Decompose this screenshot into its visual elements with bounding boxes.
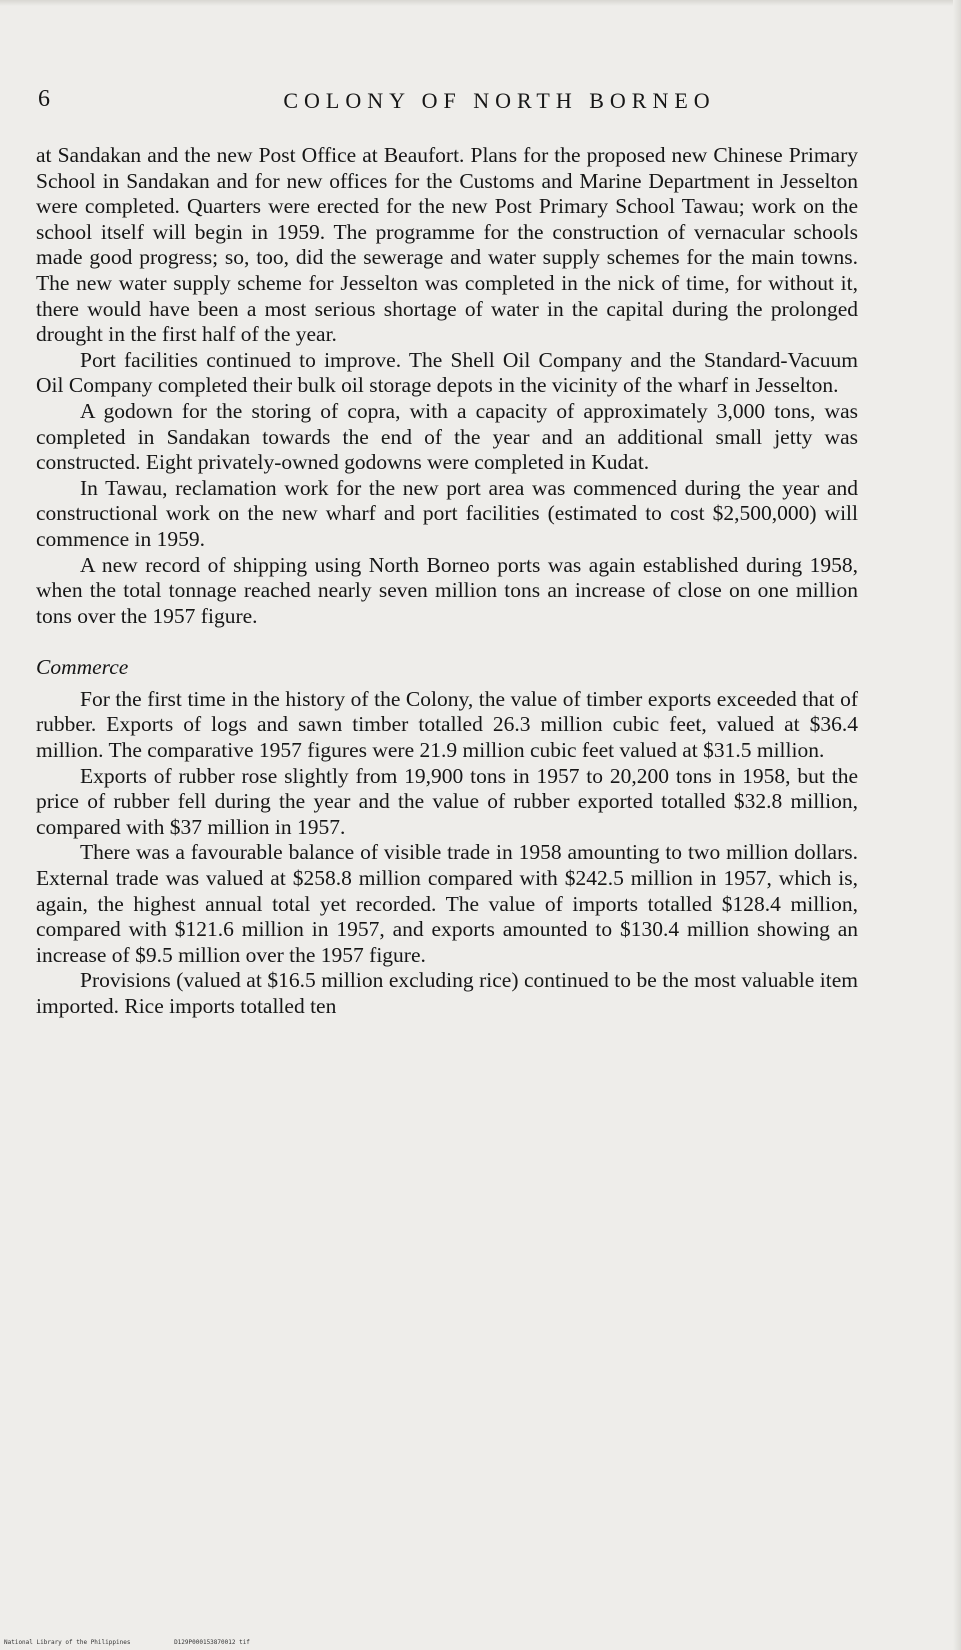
paragraph: A new record of shipping using North Borneo ports was again established during 1958, when the total tonnage reached nearly seven million tons an increase of close on one million tons over the 1957 figure.: [36, 552, 858, 628]
paragraph: Exports of rubber rose slightly from 19,900 tons in 1957 to 20,200 tons in 1958, but the price of rubber fell during the year and the value of rubber exported totalled $32.8 million, compared with $37 million in 1957.: [36, 763, 858, 839]
page-number: 6: [38, 86, 50, 112]
paragraph: In Tawau, reclamation work for the new port area was commenced during the year and constructional work on the new wharf and port facilities (estimated to cost $2,500,000) will commence in 1959.: [36, 475, 858, 551]
paragraph: For the first time in the history of the Colony, the value of timber exports exceeded that of rubber. Exports of logs and sawn timber totalled 26.3 million cubic feet, valued at $36.4 million. The comparative 1957 figures were 21.9 million cubic feet valued at $31.5 million.: [36, 686, 858, 763]
page-edge: [953, 0, 961, 1650]
file-id: D129P000153870012 tif: [174, 1639, 250, 1646]
library-credit: National Library of the Philippines: [4, 1639, 131, 1646]
page-header: [38, 86, 901, 116]
paragraph: There was a favourable balance of visible trade in 1958 amounting to two million dollars. External trade was valued at $258.8 million compared with $242.5 million in 1957, which is, again, the highest annual total yet recorded. The value of imports totalled $128.4 million, compared with $121.6 million in 1957, and exports amounted to $130.4 million showing an increase of $9.5 million over the 1957 figure.: [36, 840, 858, 967]
running-title: COLONY OF NORTH BORNEO: [283, 88, 716, 113]
paragraph: Provisions (valued at $16.5 million excluding rice) continued to be the most valuable item imported. Rice imports totalled ten: [36, 968, 858, 1018]
paragraph: A godown for the storing of copra, with a capacity of approximately 3,000 tons, was completed in Sandakan towards the end of the year and an additional small jetty was constructed. Eight privately-owned godowns were completed in Kudat.: [36, 398, 858, 475]
scan-footer: [4, 1639, 290, 1646]
paragraph: Port facilities continued to improve. The Shell Oil Company and the Standard-Vacuum Oil Company completed their bulk oil storage depots in the vicinity of the wharf in Jesselton.: [36, 347, 858, 398]
section-heading: Commerce: [36, 655, 129, 680]
paragraph: at Sandakan and the new Post Office at Beaufort. Plans for the proposed new Chinese Primary School in Sandakan and for new offices for the Customs and Marine Department in Jesselton were completed. Quarters were erected for the new Post Primary School Tawau; work on the school itself will begin in 1959. The programme for the construction of vernacular schools made good progress; so, too, did the sewerage and water supply schemes for the main towns. The new water supply scheme for Jesselton was completed in the nick of time, for without it, there would have been a most serious shortage of water in the capital during the prolonged drought in the first half of the year.: [36, 143, 858, 347]
body-text: [36, 143, 858, 1020]
page-edge: [0, 0, 961, 6]
